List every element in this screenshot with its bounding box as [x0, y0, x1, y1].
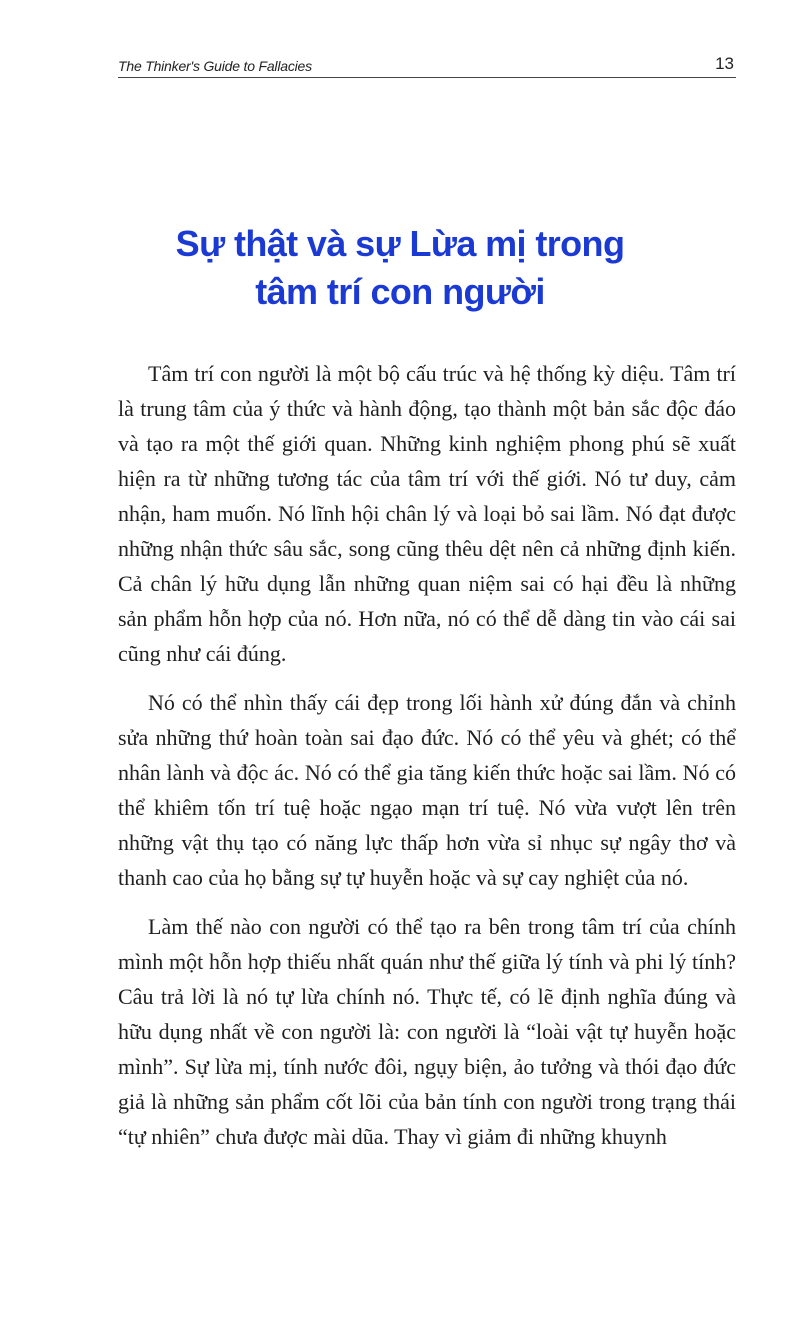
paragraph: Nó có thể nhìn thấy cái đẹp trong lối hành xử đúng đắn và chỉnh sửa những thứ hoàn toàn sai đạo đức. Nó có thể yêu và ghét; có thể nhân lành và độc ác. Nó có thể gia tăng kiến thức hoặc sai lầm. Nó có thể khiêm tốn trí tuệ hoặc ngạo mạn trí tuệ. Nó vừa vượt lên trên những vật thụ tạo có năng lực thấp hơn vừa sỉ nhục sự ngây thơ và thanh cao của họ bằng sự tự huyễn hoặc và sự cay nghiệt của nó. [118, 690, 736, 890]
chapter-title-line-2: tâm trí con người [255, 271, 545, 312]
body-text [118, 356, 736, 1168]
paragraph: Tâm trí con người là một bộ cấu trúc và hệ thống kỳ diệu. Tâm trí là trung tâm của ý thức và hành động, tạo thành một bản sắc độc đáo và tạo ra một thế giới quan. Những kinh nghiệm phong phú sẽ xuất hiện ra từ những tương tác của tâm trí với thế giới. Nó tư duy, cảm nhận, ham muốn. Nó lĩnh hội chân lý và loại bỏ sai lầm. Nó đạt được những nhận thức sâu sắc, song cũng thêu dệt nên cả những định kiến. Cả chân lý hữu dụng lẫn những quan niệm sai có hại đều là những sản phẩm hỗn hợp của nó. Hơn nữa, nó có thể dễ dàng tin vào cái sai cũng như cái đúng. [118, 361, 736, 666]
header-divider [118, 77, 736, 78]
chapter-title [100, 220, 700, 316]
book-title: The Thinker's Guide to Fallacies [118, 58, 312, 74]
page-number: 13 [715, 54, 734, 73]
chapter-title-line-1: Sự thật và sự Lừa mị trong [175, 223, 625, 264]
paragraph: Làm thế nào con người có thể tạo ra bên trong tâm trí của chính mình một hỗn hợp thiếu nhất quán như thế giữa lý tính và phi lý tính? Câu trả lời là nó tự lừa chính nó. Thực tế, có lẽ định nghĩa đúng và hữu dụng nhất về con người là: con người là “loài vật tự huyễn hoặc mình”. Sự lừa mị, tính nước đôi, ngụy biện, ảo tưởng và thói đạo đức giả là những sản phẩm cốt lõi của bản tính con người trong trạng thái “tự nhiên” chưa được mài dũa. Thay vì giảm đi những khuynh [118, 914, 736, 1149]
running-header [118, 52, 736, 78]
